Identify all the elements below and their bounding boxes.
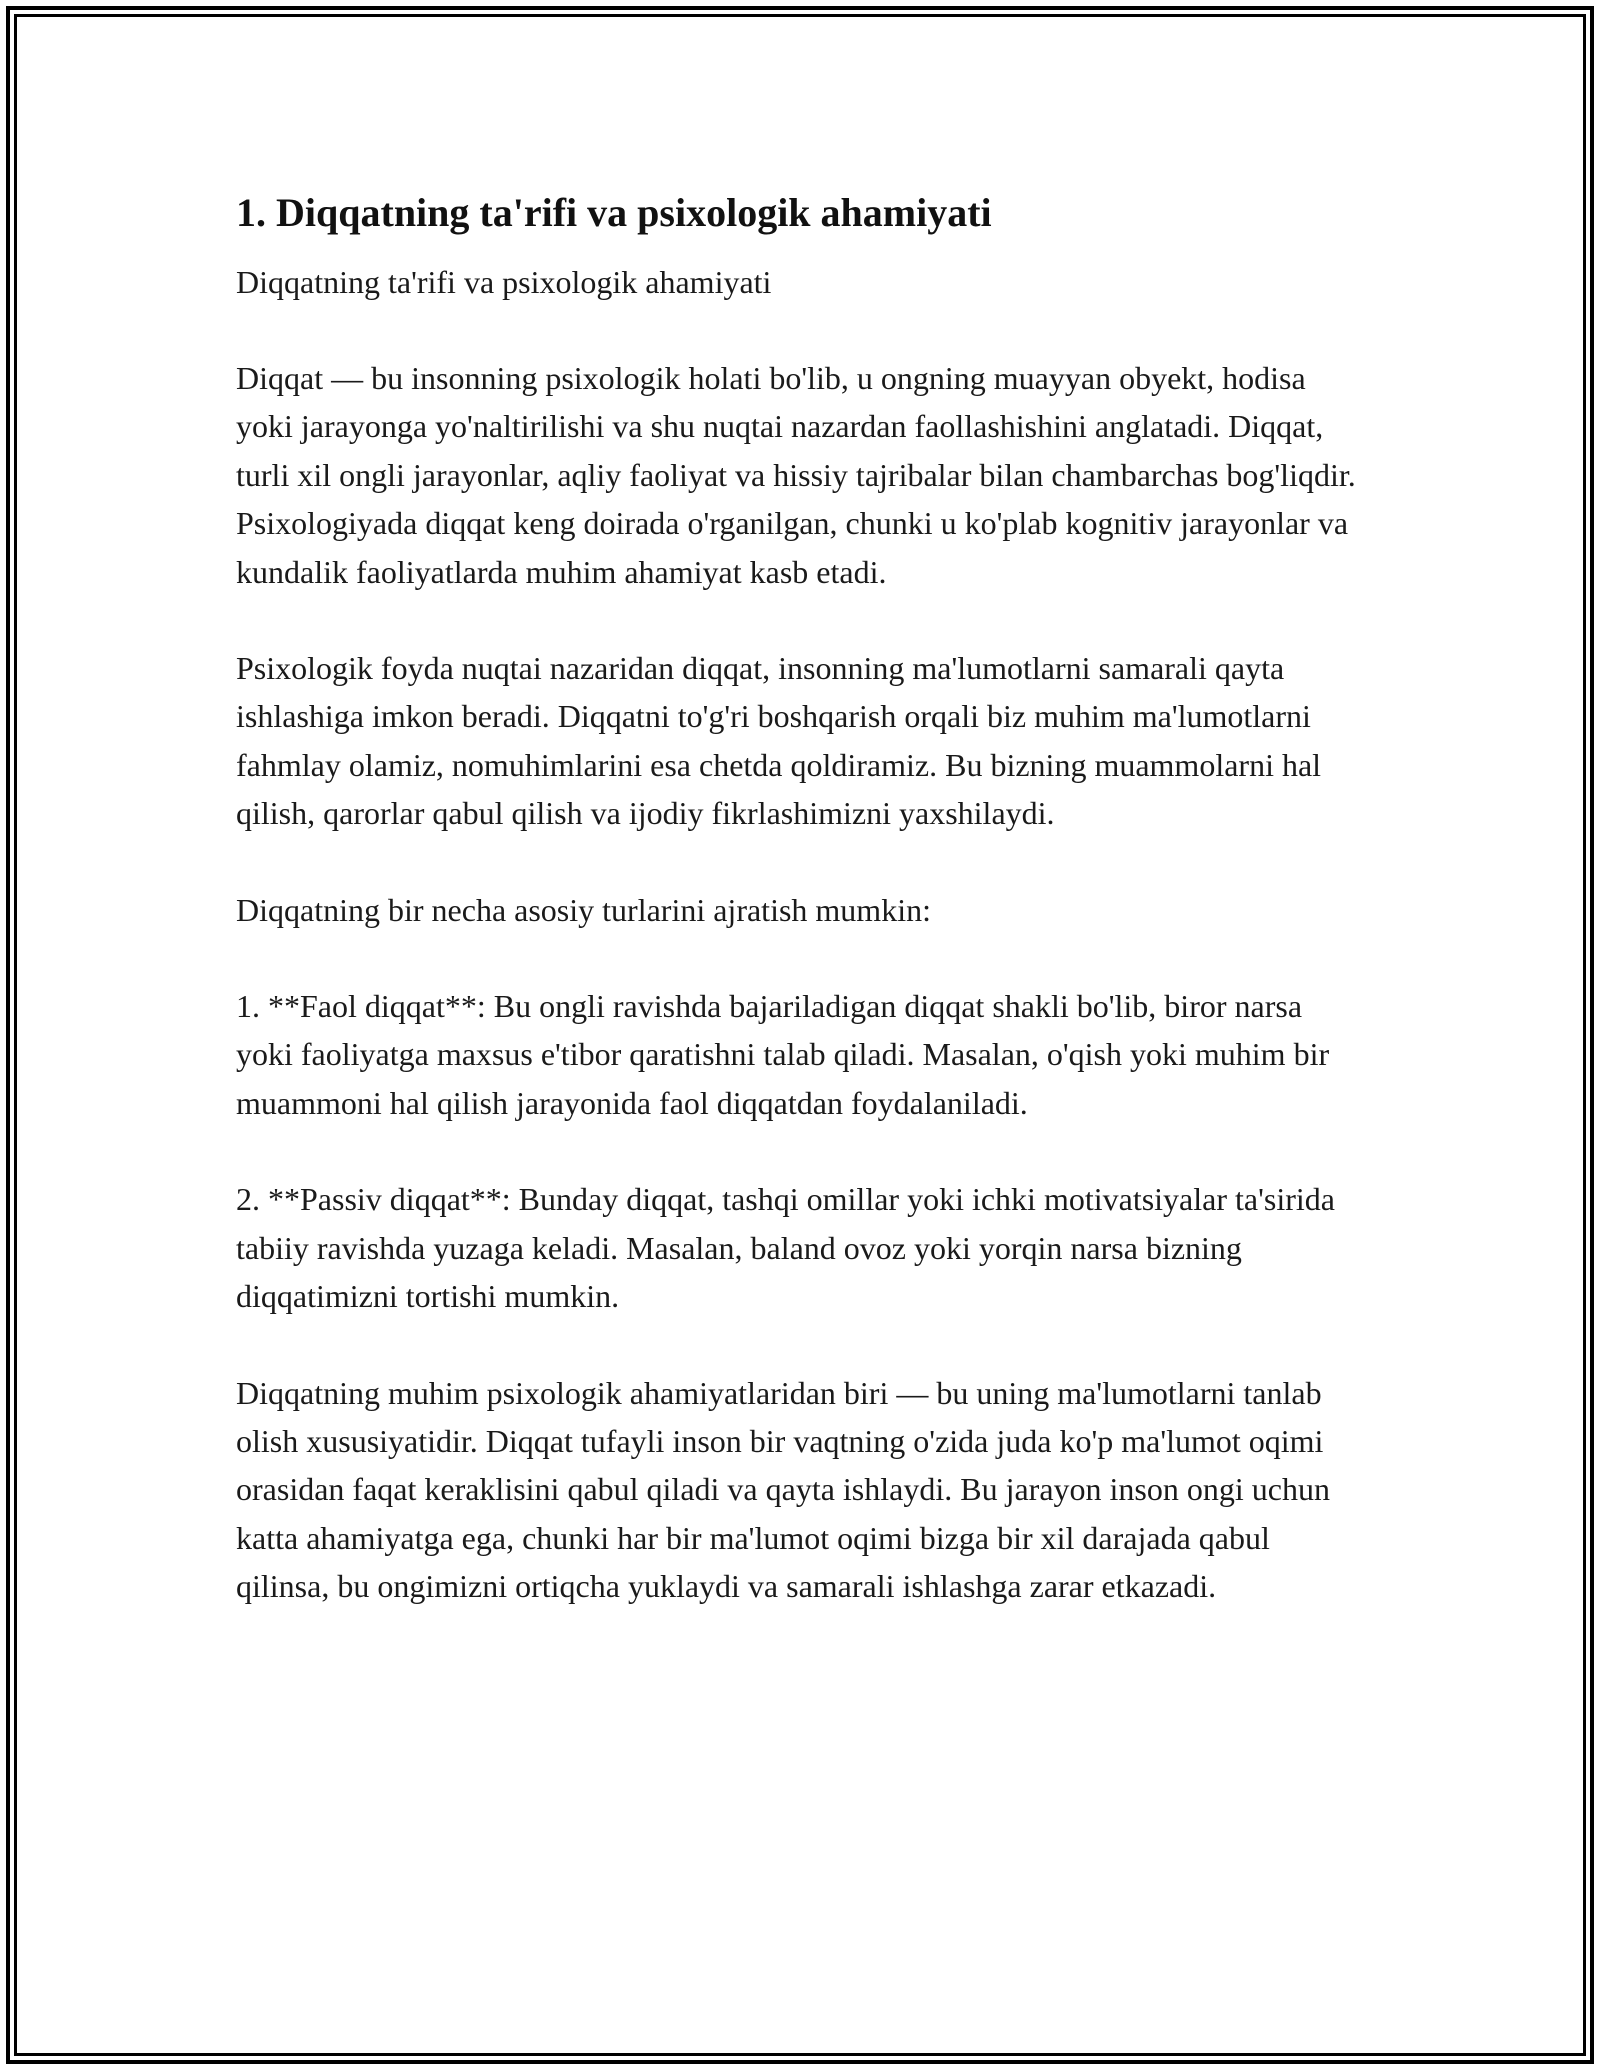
- paragraph-types-intro: Diqqatning bir necha asosiy turlarini ajratish mumkin:: [236, 891, 931, 928]
- paragraph-passive-attention: 2. **Passiv diqqat**: Bunday diqqat, tashqi omillar yoki ichki motivatsiyalar ta'sirida tabiiy ravishda yuzaga keladi. Masalan, baland ovoz yoki yorqin narsa bizning diqqatimizni tortishi mumkin.: [236, 1181, 1335, 1315]
- paragraph-psychological-benefit: Psixologik foyda nuqtai nazaridan diqqat, insonning ma'lumotlarni samarali qayta ishlashiga imkon beradi. Diqqatni to'g'ri boshqarish orqali biz muhim ma'lumotlarni fahmlay olamiz, nomuhimlarini esa chetda qoldiramiz. Bu bizning muammolarni hal qilish, qarorlar qabul qilish va ijodiy fikrlashimizni yaxshilaydi.: [236, 650, 1322, 832]
- section-heading: 1. Diqqatning ta'rifi va psixologik ahamiyati: [236, 190, 992, 235]
- document-body: [236, 186, 1366, 1611]
- section-subheading: Diqqatning ta'rifi va psixologik ahamiyati: [236, 264, 772, 300]
- paragraph-active-attention: 1. **Faol diqqat**: Bu ongli ravishda bajariladigan diqqat shakli bo'lib, biror narsa yoki faoliyatga maxsus e'tibor qaratishni talab qiladi. Masalan, o'qish yoki muhim bir muammoni hal qilish jarayonida faol diqqatdan foydalaniladi.: [236, 988, 1330, 1121]
- paragraph-definition: Diqqat — bu insonning psixologik holati bo'lib, u ongning muayyan obyekt, hodisa yoki jarayonga yo'naltirilishi va shu nuqtai nazardan faollashishini anglatadi. Diqqat, turli xil ongli jarayonlar, aqliy faoliyat va hissiy tajribalar bilan chambarchas bog'liqdir. Psixologiyada diqqat keng doirada o'rganilgan, chunki u ko'plab kognitiv jarayonlar va kundalik faoliyatlarda muhim ahamiyat kasb etadi.: [236, 360, 1356, 590]
- paragraph-selectivity: Diqqatning muhim psixologik ahamiyatlaridan biri — bu uning ma'lumotlarni tanlab olish xususiyatidir. Diqqat tufayli inson bir vaqtning o'zida juda ko'p ma'lumot oqimi orasidan faqat keraklisini qabul qiladi va qayta ishlaydi. Bu jarayon inson ongi uchun katta ahamiyatga ega, chunki har bir ma'lumot oqimi bizga bir xil darajada qabul qilinsa, bu ongimizni ortiqcha yuklaydi va samarali ishlashga zarar etkazadi.: [236, 1374, 1330, 1605]
